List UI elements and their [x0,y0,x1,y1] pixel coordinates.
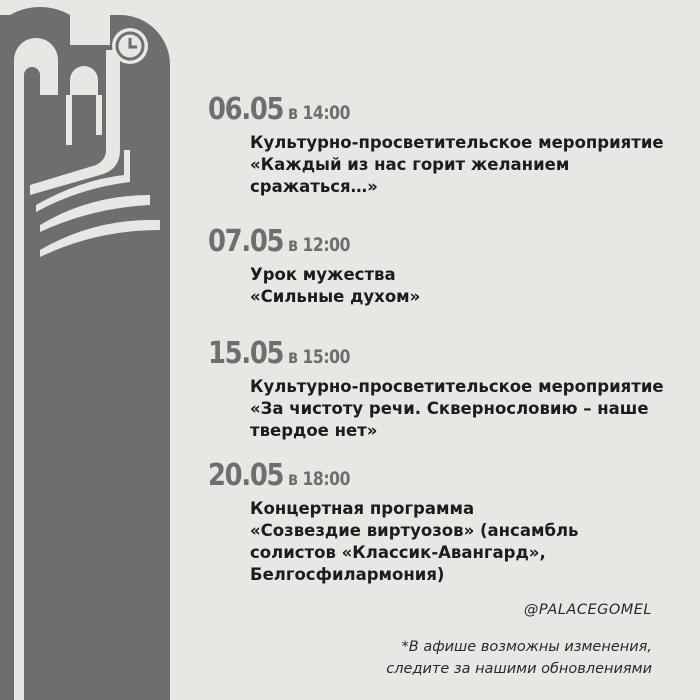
event-description: Культурно-просветительское мероприятие «Каждый из нас горит желанием сражаться…» [250,133,664,196]
event-description: Концертная программа «Созвездие виртуозов» (ансамбль солистов «Классик-Авангард», Белгосфилармония) [250,499,579,584]
social-handle: @PALACEGOMEL [523,602,652,618]
events-list [208,92,678,588]
disclaimer-note: *В афише возможны изменения, следите за нашими обновлениями [386,639,652,677]
event-time: в 18:00 [288,468,351,490]
event-date: 15.05 [208,336,284,371]
event-date: 20.05 [208,458,284,493]
event-item [208,92,678,224]
event-item [208,224,678,336]
event-description: Урок мужества «Сильные духом» [250,265,421,306]
event-date: 06.05 [208,92,284,127]
event-date: 07.05 [208,224,284,259]
event-time: в 14:00 [288,102,351,124]
event-item [208,458,678,588]
event-time: в 12:00 [288,234,351,256]
event-description: Культурно-просветительское мероприятие «За чистоту речи. Сквернословию – наше твердое нет» [250,377,664,440]
palace-logo-icon [0,0,175,700]
event-item [208,336,678,458]
event-time: в 15:00 [288,346,351,368]
